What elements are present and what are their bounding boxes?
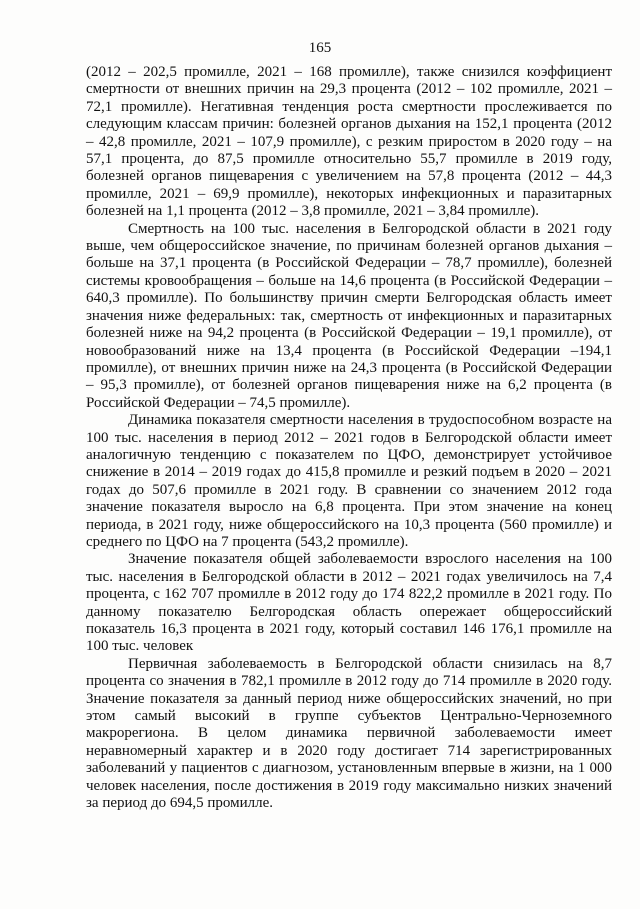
paragraph-5: Первичная заболеваемость в Белгородской области снизилась на 8,7 процента со значения в 782,1 промилле в 2012 году до 714 промилле в 2020 году. Значение показателя за данный период ниже общероссийских значений, но при этом самый высокий в группе субъектов Центрально-Черноземного макрорегиона. В целом динамика первичной заболеваемости имеет неравномерный характер и в 2020 году достигает 714 зарегистрированных заболеваний у пациентов с диагнозом, установленным впервые в жизни, на 1 000 человек населения, после достижения в 2019 году максимально низких значений за период до 694,5 промилле. — [86, 655, 612, 812]
document-body — [86, 64, 612, 812]
paragraph-3: Динамика показателя смертности населения в трудоспособном возрасте на 100 тыс. населения в период 2012 – 2021 годов в Белгородской области имеет аналогичную тенденцию с показателем по ЦФО, демонстрирует устойчивое снижение в 2014 – 2019 годах до 415,8 промилле и резкий подъем в 2020 – 2021 годах до 507,6 промилле в 2021 году. В сравнении со значением 2012 года значение показателя выросло на 6,8 процента. При этом значение на конец периода, в 2021 году, ниже общероссийского на 10,3 процента (560 промилле) и среднего по ЦФО на 7 процента (543,2 промилле). — [86, 412, 612, 550]
paragraph-4: Значение показателя общей заболеваемости взрослого населения на 100 тыс. населения в Белгородской области в 2012 – 2021 годах увеличилось на 7,4 процента, с 162 707 промилле в 2012 году до 174 822,2 промилле в 2021 году. По данному показателю Белгородская область опережает общероссийский показатель 16,3 процента в 2021 году, который составил 146 176,1 промилле на 100 тыс. человек — [86, 551, 612, 655]
paragraph-2: Смертность на 100 тыс. населения в Белгородской области в 2021 году выше, чем общероссийское значение, по причинам болезней органов дыхания – больше на 37,1 процента (в Российской Федерации – 78,7 промилле), болезней системы кровообращения – больше на 14,6 процента (в Российской Федерации – 640,3 промилле). По большинству причин смерти Белгородская область имеет значения ниже федеральных: так, смертность от инфекционных и паразитарных болезней ниже на 94,2 процента (в Российской Федерации – 19,1 промилле), от новообразований ниже на 13,4 процента (в Российской Федерации –194,1 промилле), от внешних причин ниже на 24,3 процента (в Российской Федерации – 95,3 промилле), от болезней органов пищеварения ниже на 6,2 процента (в Российской Федерации – 74,5 промилле). — [86, 220, 612, 411]
page-number: 165 — [308, 40, 332, 56]
paragraph-1: (2012 – 202,5 промилле, 2021 – 168 промилле), также снизился коэффициент смертности от внешних причин на 29,3 процента (2012 – 102 промилле, 2021 – 72,1 промилле). Негативная тенденция роста смертности прослеживается по следующим классам причин: болезней органов дыхания на 152,1 процента (2012 – 42,8 промилле, 2021 – 107,9 промилле), с резким приростом в 2020 году – на 57,1 процента, до 87,5 промилле относительно 55,7 промилле в 2019 году, болезней органов пищеварения с увеличением на 57,8 процента (2012 – 44,3 промилле, 2021 – 69,9 промилле), некоторых инфекционных и паразитарных болезней на 1,1 процента (2012 – 3,8 промилле, 2021 – 3,84 промилле). — [86, 64, 612, 220]
